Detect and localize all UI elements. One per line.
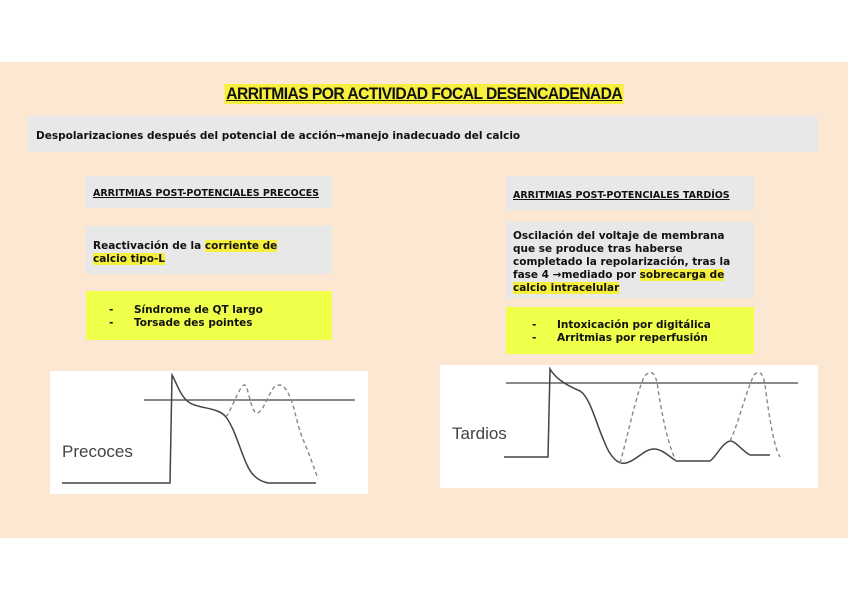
tardios-description-box	[506, 222, 754, 298]
list-item-text: Arritmias por reperfusión	[557, 332, 708, 344]
precoces-description: Reactivación de la	[93, 240, 205, 252]
slide-title: ARRITMIAS POR ACTIVIDAD FOCAL DESENCADENADA	[226, 84, 622, 103]
list-item-text: Torsade des pointes	[134, 317, 253, 329]
precoces-header: ARRITMIAS POST-POTENCIALES PRECOCES	[93, 188, 320, 199]
tardios-description: Oscilación del voltaje de membrana que se produce tras haberse completado la repolarización, tras la fase 4 →mediado por	[513, 230, 731, 281]
tardios-label: Tardios	[452, 424, 507, 443]
precoces-header-box	[86, 176, 332, 208]
tardios-list	[506, 307, 754, 354]
title-wrap	[0, 84, 848, 104]
list-item-text: Intoxicación por digitálica	[557, 319, 711, 331]
list-item: - Torsade des pointes	[109, 317, 253, 329]
precoces-highlight: corriente de calcio tipo-L	[93, 240, 278, 265]
tardios-highlight: sobrecarga de calcio intracelular	[513, 269, 725, 294]
intro-text: Despolarizaciones después del potencial de acción→manejo inadecuado del calcio	[36, 130, 521, 142]
tardios-diagram	[440, 365, 818, 488]
precoces-waveform	[50, 371, 368, 494]
list-item: - Síndrome de QT largo	[109, 304, 263, 316]
precoces-label: Precoces	[62, 442, 133, 461]
tardios-header-box	[506, 176, 754, 210]
action-potential-trace	[62, 375, 316, 483]
precoces-diagram	[50, 371, 368, 494]
list-item: - Intoxicación por digitálica	[532, 319, 711, 331]
afterdepolarization-trace	[226, 385, 318, 479]
intro-box	[28, 116, 818, 152]
list-item-text: Síndrome de QT largo	[134, 304, 263, 316]
tardios-waveform	[440, 365, 818, 488]
precoces-list	[86, 291, 332, 340]
tardios-header: ARRITMIAS POST-POTENCIALES TARDÍOS	[513, 190, 730, 201]
afterdepolarization-trace-1	[620, 373, 676, 463]
list-item: - Arritmias por reperfusión	[532, 332, 708, 344]
precoces-description-box	[86, 226, 332, 274]
